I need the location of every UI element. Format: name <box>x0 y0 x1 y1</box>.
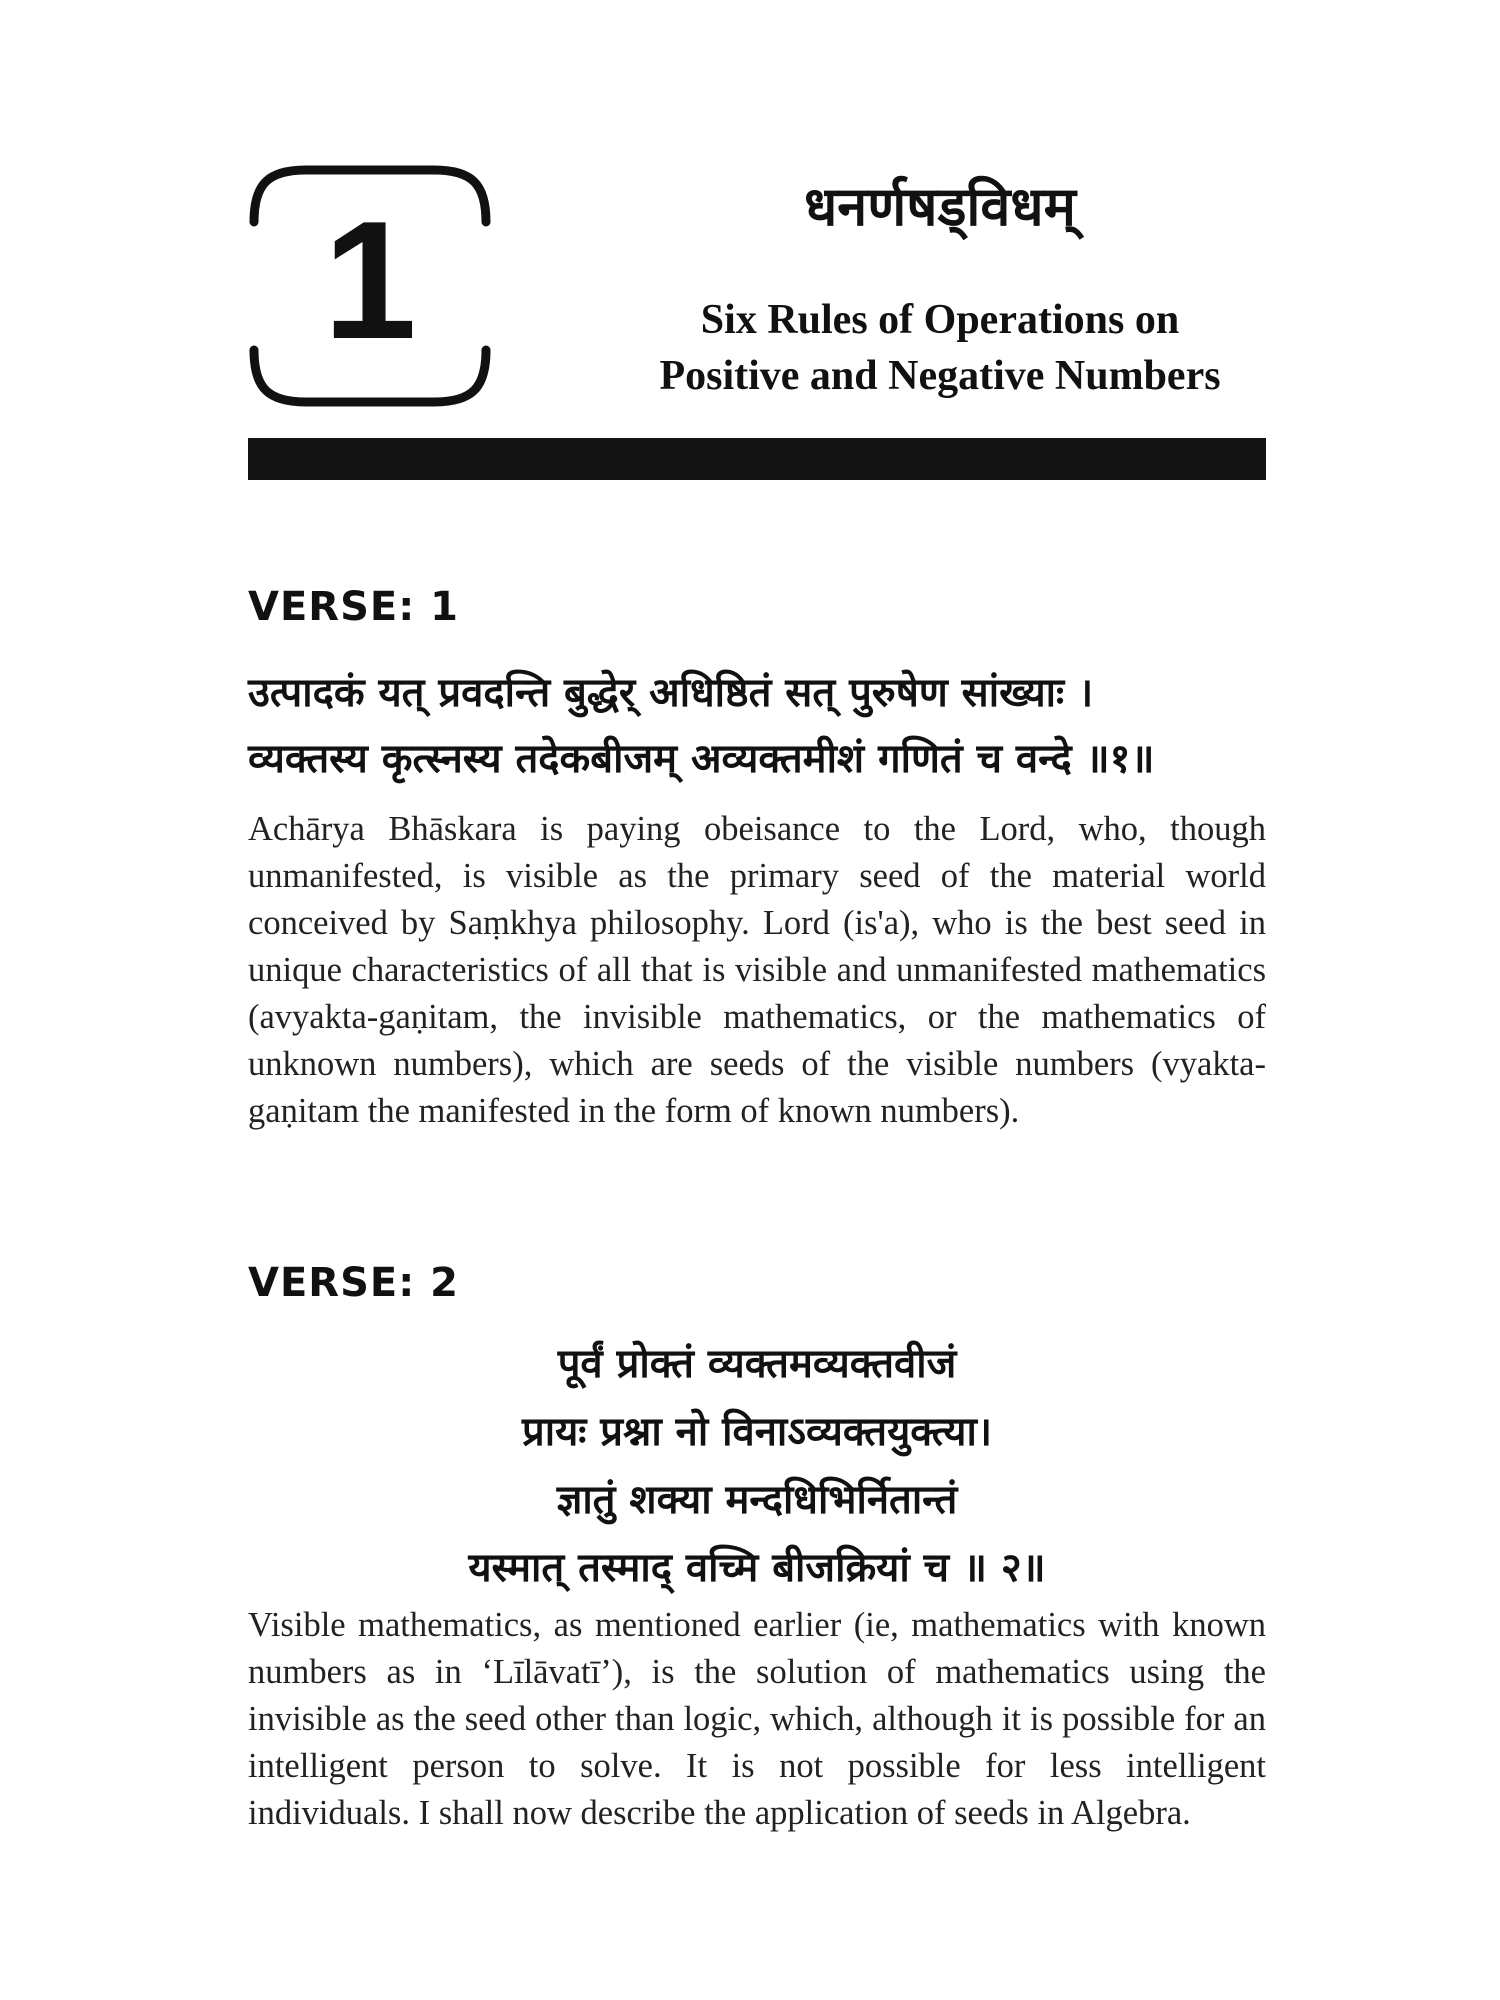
chapter-number: 1 <box>323 186 417 374</box>
verse-2-sanskrit-line-1: पूर्वं प्रोक्तं व्यक्तमव्यक्तवीजं <box>557 1341 957 1387</box>
verse-2-heading: VERSE: 2 <box>248 1260 459 1306</box>
chapter-title-english <box>600 292 1280 404</box>
verse-2-sanskrit-line-3: ज्ञातुं शक्या मन्दधिभिर्नितान्तं <box>556 1477 958 1523</box>
verse-1-heading: VERSE: 1 <box>248 584 459 630</box>
verse-2-sanskrit-line-4: यस्मात् तस्माद् वच्मि बीजक्रियां च ॥ २॥ <box>468 1545 1046 1591</box>
verse-2-translation: Visible mathematics, as mentioned earlier (ie, mathematics with known numbers as in ‘Līlāvatī’), is the solution of mathematics using the invisible as the seed other than logic, which, although it is possible for an intelligent person to solve. It is not possible for less intelligent individuals. I shall now describe the application of seeds in Algebra. <box>248 1606 1266 1832</box>
chapter-title-line-2: Positive and Negative Numbers <box>659 353 1221 399</box>
chapter-title-sanskrit: धनर्णषड्विधम् <box>804 175 1076 238</box>
title-divider-bar <box>248 438 1266 480</box>
verse-2-sanskrit-line-2: प्रायः प्रश्ना नो विनाऽव्यक्तयुक्त्या। <box>521 1409 993 1455</box>
chapter-number-frame <box>248 162 492 410</box>
verse-1-sanskrit-line-1: उत्पादकं यत् प्रवदन्ति बुद्धेर् अधिष्ठितं सत् पुरुषेण सांख्याः । <box>248 670 1094 716</box>
verse-1-translation: Achārya Bhāskara is paying obeisance to the Lord, who, though unmanifested, is visible as the primary seed of the material world conceived by Saṃkhya philosophy. Lord (is'a), who is the best seed in unique characteristics of all that is visible and unmanifested mathematics (avyakta-gaṇitam, the invisible mathematics, or the mathematics of unknown numbers), which are seeds of the visible numbers (vyakta-gaṇitam the manifested in the form of known numbers). <box>248 810 1266 1130</box>
chapter-title-line-1: Six Rules of Operations on <box>700 297 1180 343</box>
verse-1-sanskrit-line-2: व्यक्तस्य कृत्स्नस्य तदेकबीजम् अव्यक्तमीशं गणितं च वन्दे ॥१॥ <box>248 736 1155 782</box>
